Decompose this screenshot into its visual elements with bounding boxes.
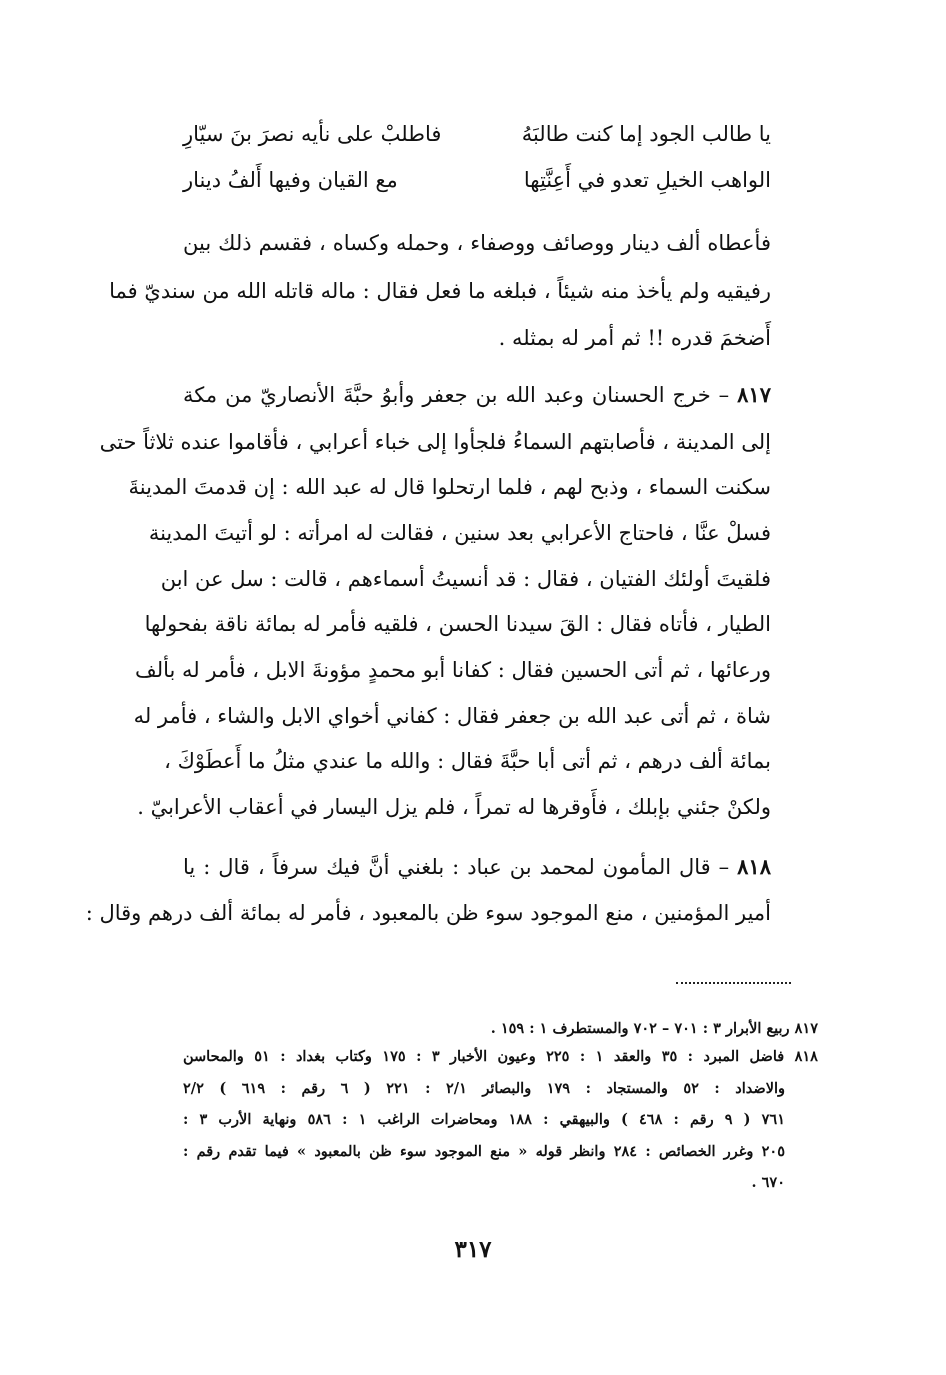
footnote-line: ٢٠٥ وغرر الخصائص : ٢٨٤ وانظر قوله « منع الموجود سوء ظن بالمعبود » فيما تقدم رقم :	[183, 1143, 786, 1160]
verse-2-second-hemistich: مع القيان وفيها أَلفُ دينار	[183, 168, 398, 192]
footnote-line: والاضداد : ٥٢ والمستجاد : ١٧٩ والبصائر ٢/١ : ٢٢١ ( ٦ رقم : ٦١٩ ) ٢/٢	[183, 1080, 785, 1097]
footnote-line: ٦٧٠ .	[751, 1174, 785, 1191]
footnote-number: ٨١٨	[794, 1048, 818, 1065]
entry-817-line	[183, 380, 771, 410]
footnote-text: فاضل المبرد : ٣٥ والعقد ١ : ٢٢٥ وعيون الأخبار ٣ : ١٧٥ وكتاب بغداد : ٥١ والمحاسن	[183, 1048, 785, 1065]
footnote-text: ربيع الأبرار ٣ : ٧٠١ – ٧٠٢ والمستطرف ١ : ١٥٩ .	[490, 1020, 790, 1037]
poem-verse-2	[183, 166, 771, 196]
entry-817-line: ورعائها ، ثم أتى الحسين فقال : كفانا أبو محمدٍ مؤونةَ الابل ، فأمر له بألف	[134, 658, 771, 682]
entry-text: – قال المأمون لمحمد بن عباد : بلغني أنَّ فيك سرفاً ، قال : يا	[183, 855, 730, 879]
footnote-line: ٧٦١ ( ٩ رقم : ٤٦٨ ) والبيهقي : ١٨٨ ومحاضرات الراغب ١ : ٥٨٦ ونهاية الأرب ٣ :	[183, 1111, 785, 1128]
verse-2-first-hemistich: الواهب الخيلِ تعدو في أَعِنَّتِها	[523, 168, 771, 192]
entry-818-line	[183, 852, 771, 882]
footnote-818	[183, 1046, 818, 1068]
page-number: ٣١٧	[454, 1236, 492, 1263]
entry-818-line: أمير المؤمنين ، منع الموجود سوء ظن بالمعبود ، فأمر له بمائة ألف درهم وقال :	[85, 901, 771, 925]
entry-817-line: سكنت السماء ، وذبح لهم ، فلما ارتحلوا قال له عبد الله : إن قدمتَ المدينةَ	[128, 475, 771, 499]
entry-817-line: شاة ، ثم أتى عبد الله بن جعفر فقال : كفاني أخواي الابل والشاء ، فأمر له	[133, 704, 771, 728]
paragraph-line: أَضخمَ قدره !! ثم أمر له بمثله .	[498, 326, 771, 350]
footnote-817	[183, 1018, 818, 1040]
verse-1-first-hemistich: يا طالب الجود إما كنت طالبَهُ	[521, 122, 771, 146]
entry-text: – خرج الحسنان وعبد الله بن جعفر وأبوُ حبَّةَ الأنصاريّ من مكة	[183, 383, 730, 407]
paragraph-line: رفيقيه ولم يأخذ منه شيئاً ، فبلغه ما فعل فقال : ماله قاتله الله من سنديّ فما	[109, 279, 771, 303]
entry-817-line: فسلْ عنَّا ، فاحتاج الأعرابي بعد سنين ، فقالت له امرأته : لو أتيتَ المدينة	[148, 521, 771, 545]
entry-817-line: فلقيتَ أولئك الفتيان ، فقال : قد أنسيتُ أسماءهم ، قالت : سل عن ابن	[160, 567, 771, 591]
paragraph-line: فأعطاه ألف دينار ووصائف ووصفاء ، وحمله وكساه ، فقسم ذلك بين	[183, 231, 771, 255]
verse-1-second-hemistich: فاطلبْ على نأيه نصرَ بنَ سيّارِ	[183, 122, 442, 146]
entry-number: ٨١٨	[737, 854, 771, 879]
entry-817-line: ولكنْ جئني بإبلك ، فأَوقرها له تمراً ، فلم يزل اليسار في أعقاب الأعرابيّ .	[137, 795, 771, 819]
poem-verse-1	[183, 120, 771, 150]
entry-817-line: بمائة ألف درهم ، ثم أتى أبا حبَّةَ فقال : والله ما عندي مثلُ ما أَعطَوْكَ ،	[164, 749, 771, 773]
entry-817-line: إلى المدينة ، فأصابتهم السماءُ فلجأوا إلى خباء أعرابي ، فأقاموا عنده ثلاثاً حتى	[99, 430, 771, 454]
footnote-number: ٨١٧	[794, 1020, 818, 1037]
entry-817-line: الطيار ، فأتاه فقال : القَ سيدنا الحسن ، فلقيه فأمر له بمائة ناقة بفحولها	[144, 612, 771, 636]
footnote-separator	[676, 982, 791, 984]
entry-number: ٨١٧	[737, 382, 771, 407]
